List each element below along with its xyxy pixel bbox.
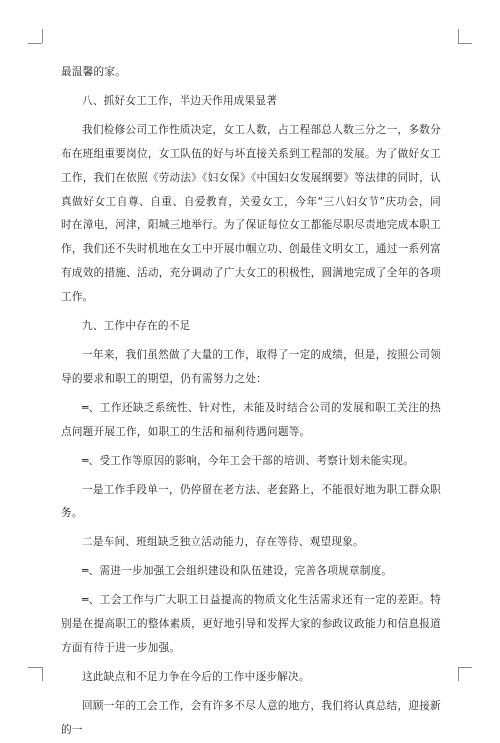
paragraph-review: 回顾一年的工会工作，会有许多不尽人意的地方，我们将认真总结，迎接新的一 bbox=[61, 699, 441, 736]
crop-mark-bottom-left-vertical bbox=[42, 667, 43, 681]
crop-mark-bottom-left-horizontal bbox=[28, 667, 42, 668]
document-body bbox=[61, 61, 441, 743]
paragraph-point-two: 二是车间、班组缺乏独立活动能力，存在等待、观望现象。 bbox=[82, 536, 364, 549]
paragraph-shortcoming-3: ═、需进一步加强工会组织建设和队伍建设，完善各项规章制度。 bbox=[82, 565, 393, 578]
crop-mark-top-right-horizontal bbox=[458, 43, 472, 44]
crop-mark-top-left-horizontal bbox=[28, 43, 42, 44]
paragraph-resolution: 这此缺点和不足力争在今后的工作中逐步解决。 bbox=[82, 670, 310, 683]
paragraph-shortcomings-intro: 一年来，我们虽然做了大量的工作，取得了一定的成绩，但是，按照公司领导的要求和职工的期望，仍有需努力之处： bbox=[61, 348, 441, 385]
section-heading-9: 九、工作中存在的不足 bbox=[82, 320, 191, 333]
paragraph-shortcoming-2: ═、受工作等原因的影响，今年工会干部的培训、考察计划未能实现。 bbox=[82, 454, 414, 467]
crop-mark-bottom-right-vertical bbox=[458, 667, 459, 681]
paragraph-female-workers: 我们检修公司工作性质决定，女工人数，占工程部总人数三分之一，多数分布在班组重要岗位，女工队伍的好与坏直接关系到工程部的发展。为了做好女工工作，我们在依照《劳动法》《妇女保》《中国妇女发展纲要》等法律的同时，认真做好女工自尊、自重、自爱教育，关爱女工，今年“三八妇女节”庆功会，同时在漳电，河津，阳城三地举行。为了保证每位女工都能尽职尽责地完成本职工作，我们还不失时机地在女工中开展巾帼立功、创最佳文明女工，通过一系列富有成效的措施、活动，充分调动了广大女工的积极性，圆满地完成了全年的各项工作。 bbox=[61, 123, 441, 304]
paragraph-shortcoming-4: ═、工会工作与广大职工日益提高的物质文化生活需求还有一定的差距。特别是在提高职工的整体素质，更好地引导和发挥大家的参政议政能力和信息报道方面有待于进一步加强。 bbox=[61, 594, 441, 654]
section-heading-8: 八、抓好女工工作，半边天作用成果显著 bbox=[82, 94, 278, 107]
paragraph-point-one: 一是工作手段单一，仍停留在老方法、老套路上，不能很好地为职工群众职务。 bbox=[61, 483, 441, 520]
paragraph-continuation: 最温馨的家。 bbox=[61, 66, 127, 78]
paragraph-shortcoming-1: ═、工作还缺乏系统性、针对性，未能及时结合公司的发展和职工关注的热点问题开展工作，如职工的生活和福利待遇问题等。 bbox=[61, 401, 441, 438]
crop-mark-top-left-vertical bbox=[42, 29, 43, 43]
crop-mark-top-right-vertical bbox=[458, 29, 459, 43]
crop-mark-bottom-right-horizontal bbox=[458, 667, 472, 668]
